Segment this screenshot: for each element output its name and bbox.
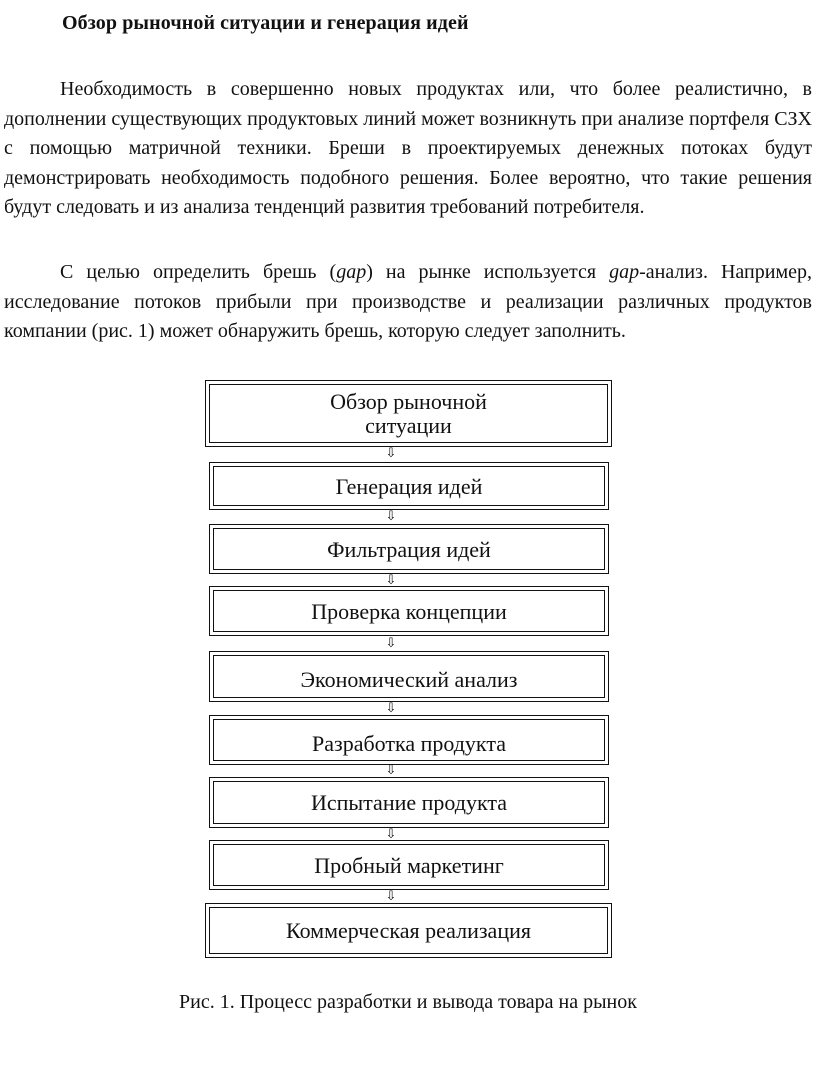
flow-step-label: Экономический анализ: [213, 655, 605, 698]
flow-step-label: Фильтрация идей: [213, 528, 605, 570]
paragraph-2-part-2: ) на рынке используется: [366, 261, 610, 283]
flow-step-commercialization: [205, 903, 612, 958]
flow-step-label: Коммерческая реализация: [209, 907, 608, 954]
flow-step-label: Обзор рыночной ситуации: [209, 384, 608, 443]
flow-step-economic-analysis: [209, 651, 609, 702]
flow-step-label: Проверка концепции: [213, 590, 605, 632]
down-arrow-icon: ⇩: [385, 509, 397, 524]
flow-step-label: Разработка продукта: [213, 719, 605, 761]
down-arrow-icon: ⇩: [385, 889, 397, 904]
paragraph-1: Необходимость в совершенно новых продуктах или, что более реалистично, в дополнении существующих продуктовых линий может возникнуть при анализе портфеля СЗХ с помощью матричной техники. Бреши в проектируемых денежных потоках будут демонстрировать необходимость подобного решения. Более вероятно, что такие решения будут следовать и из анализа тенденций развития требований потребителя.: [4, 78, 812, 218]
flow-step-product-testing: [209, 777, 609, 828]
flow-step-idea-generation: [209, 462, 609, 510]
flow-step-market-review: [205, 380, 612, 447]
flow-step-product-development: [209, 715, 609, 765]
paragraph-2-part-3: -анализ. Например, исследование потоков прибыли при производстве и реализации различных продуктов компании (рис. 1) может обнаружить брешь, которую следует заполнить.: [4, 261, 812, 342]
down-arrow-icon: ⇩: [385, 763, 397, 778]
down-arrow-icon: ⇩: [385, 636, 397, 651]
flow-step-label: Генерация идей: [213, 466, 605, 506]
flow-step-concept-check: [209, 586, 609, 636]
figure-caption: Рис. 1. Процесс разработки и вывода товара на рынок: [179, 991, 637, 1013]
down-arrow-icon: ⇩: [385, 827, 397, 842]
down-arrow-icon: ⇩: [385, 701, 397, 716]
flow-step-label: Пробный маркетинг: [213, 844, 605, 886]
flow-step-label: Испытание продукта: [213, 781, 605, 824]
gap-term-1: gap: [336, 261, 367, 283]
down-arrow-icon: ⇩: [385, 573, 397, 588]
gap-term-2: gap: [609, 261, 640, 283]
section-heading: Обзор рыночной ситуации и генерация идей: [62, 12, 469, 34]
paragraph-2-part-1: С целью определить брешь (: [60, 261, 337, 283]
flow-step-test-marketing: [209, 840, 609, 890]
flow-step-idea-filtering: [209, 524, 609, 574]
down-arrow-icon: ⇩: [385, 446, 397, 461]
